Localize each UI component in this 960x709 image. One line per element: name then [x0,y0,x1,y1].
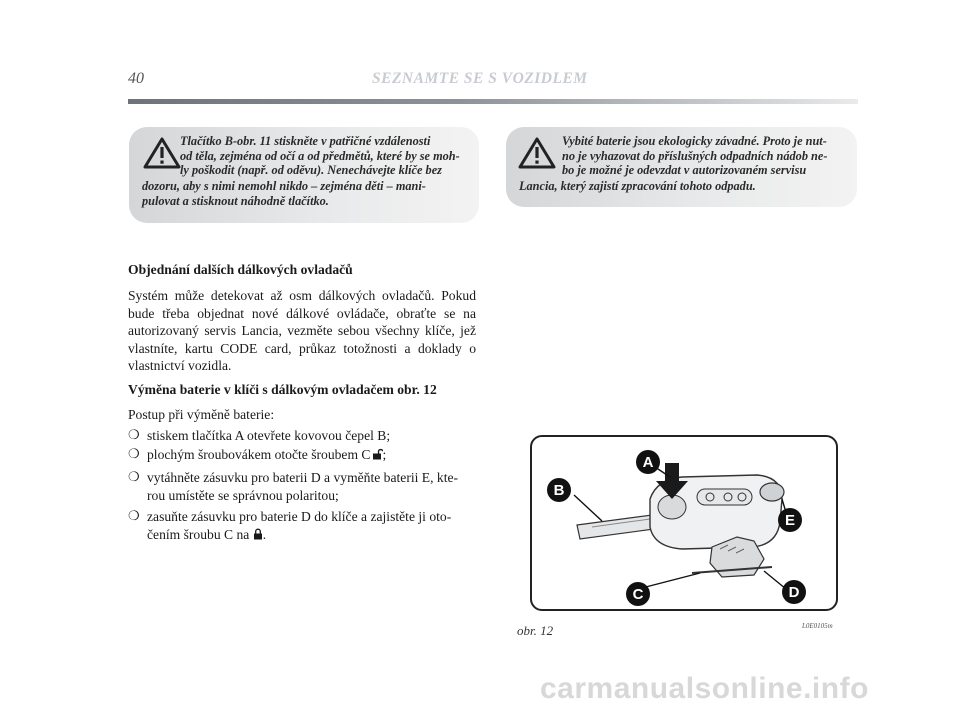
warning-line: bo je možné je odevzdat v autorizovaném servisu [562,163,807,177]
warning-box-keys [129,127,479,223]
warning-line: Lancia, který zajistí zpracování tohoto odpadu. [519,179,756,193]
warning-line: dozoru, aby s nimi nemohl nikdo – zejména děti – mani- [142,179,426,193]
page-number: 40 [128,70,144,87]
header-rule [128,99,858,104]
section-heading: Výměna baterie v klíči s dálkovým ovladačem obr. 12 [128,382,437,397]
list-item-text: čením šroubu C na [147,526,250,542]
label-d-text: D [788,584,800,601]
label-b-text: B [553,482,565,499]
procedure-intro: Postup při výměně baterie: [128,407,275,422]
list-item: stiskem tlačítka A otevřete kovovou čepel B; [147,428,391,443]
list-item-text: . [262,526,267,542]
list-item-line: vytáhněte zásuvku pro baterii D a vyměňte baterii E, kte- [147,470,459,485]
bullet-marker: ❍ [128,446,140,461]
label-e [778,508,802,532]
bullet-marker: ❍ [128,508,140,523]
label-c-text: C [632,586,644,603]
watermark: carmanualsonline.info [540,672,869,705]
warning-line: ly poškodit (např. od oděvu). Nenechávejte klíče bez [180,163,442,177]
list-item-line: rou umístěte se správnou polaritou; [147,487,339,503]
warning-triangle-icon [143,137,181,169]
warning-triangle-icon [518,137,556,169]
lock-icon [253,528,263,540]
list-item-text: plochým šroubovákem otočte šroubem C [147,447,371,462]
figure-code: L0E0105m [802,622,833,630]
chapter-title: SEZNAMTE SE S VOZIDLEM [372,70,588,87]
warning-box-batteries [506,127,857,207]
key-illustration-svg [532,437,836,609]
warning-line: od těla, zejména od očí a od předmětů, které by se moh- [180,148,460,163]
procedure-list [128,427,480,547]
unlock-icon [372,448,383,460]
section-paragraph: Systém může detekovat až osm dálkových ovladačů. Pokud bude třeba objednat nové dálkové ovládače, obraťte se na autorizovaný servis Lancia, vezměte sebou všechny klíče, jež vlastníte, kartu CODE card, průkaz totožnosti a doklady o vlastnictví vozidla. [128,288,476,373]
label-a [636,450,660,474]
warning-line: no je vyhazovat do příslušných odpadních nádob ne- [562,148,828,163]
warning-line: pulovat a stisknout náhodně tlačítko. [142,194,329,208]
list-item-line [147,526,266,544]
key-battery-illustration [530,435,838,611]
section-heading: Objednání dalších dálkových ovladačů [128,262,353,277]
figure-caption: obr. 12 [517,623,554,638]
battery [760,483,784,501]
warning-line: Tlačítko B-obr. 11 stiskněte v patřičné vzdálenosti [180,134,431,148]
label-b [547,478,571,502]
bullet-marker: ❍ [128,427,140,442]
bullet-marker: ❍ [128,469,140,484]
label-c [626,582,650,606]
list-item-text: ; [382,447,387,462]
list-item-line: zasuňte zásuvku pro baterie D do klíče a zajistěte ji oto- [147,509,452,524]
key-blade [577,515,654,539]
label-a-text: A [642,454,654,471]
label-d [782,580,806,604]
list-item [147,446,386,464]
warning-line: Vybité baterie jsou ekologicky závadné. Proto je nut- [562,134,827,148]
label-e-text: E [784,512,796,529]
